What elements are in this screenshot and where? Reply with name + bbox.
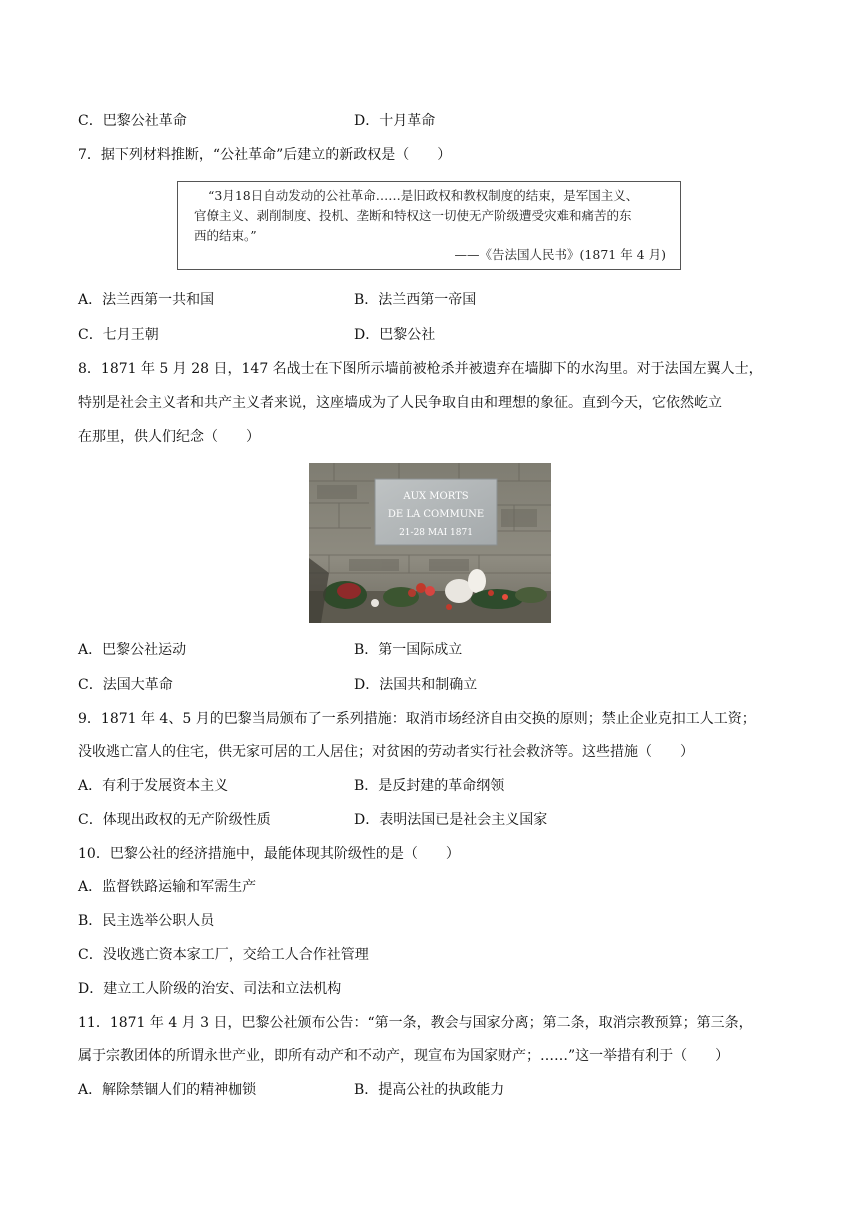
q7-stem: 7．据下列材料推断，“公社革命”后建立的新政权是（ ） [78,147,452,163]
q11-stem-line: 11．1871 年 4 月 3 日，巴黎公社颁布公告：“第一条，教会与国家分离；第二条，取消宗教预算；第三条， [78,1015,753,1031]
q9-option-a: A．有利于发展资本主义 [78,778,229,794]
plaque-text-line-1: AUX MORTS [403,491,469,502]
q6-option-c: C．巴黎公社革命 [78,113,187,129]
plaque-text-line-2: DE LA COMMUNE [387,509,485,520]
plaque-text-line-3: 21-28 MAI 1871 [399,528,473,538]
q7-quote-source: ——《告法国人民书》(1871 年 4 月) [454,247,666,262]
q9-option-b: B．是反封建的革命纲领 [354,778,505,794]
q11-option-b: B．提高公社的执政能力 [354,1082,505,1098]
q8-option-d: D．法国共和制确立 [354,677,478,693]
q7-quote-line: 官僚主义、剥削制度、投机、垄断和特权这一切使无产阶级遭受灾难和痛苦的东 [194,208,632,223]
q9-stem-line: 9．1871 年 4、5 月的巴黎当局颁布了一系列措施：取消市场经济自由交换的原则；禁止企业克扣工人工资； [78,711,756,727]
q8-stem-line: 8．1871 年 5 月 28 日，147 名战士在下图所示墙前被枪杀并被遗弃在墙脚下的水沟里。对于法国左翼人士， [78,361,763,377]
q6-option-d: D．十月革命 [354,113,436,129]
q7-option-b: B．法兰西第一帝国 [354,292,477,308]
q8-stem-line: 特别是社会主义者和共产主义者来说，这座墙成为了人民争取自由和理想的象征。直到今天，它依然屹立 [78,395,722,411]
q9-option-d: D．表明法国已是社会主义国家 [354,812,548,828]
q8-option-c: C．法国大革命 [78,677,173,693]
q10-stem: 10．巴黎公社的经济措施中，最能体现其阶级性的是（ ） [78,846,460,862]
q8-option-a: A．巴黎公社运动 [78,642,187,658]
q7-option-c: C．七月王朝 [78,327,159,343]
q10-option-a: A．监督铁路运输和军需生产 [78,879,257,895]
q10-option-b: B．民主选举公职人员 [78,913,215,929]
q7-option-a: A．法兰西第一共和国 [78,292,215,308]
q9-stem-line: 没收逃亡富人的住宅，供无家可居的工人居住；对贫困的劳动者实行社会救济等。这些措施（ ） [78,744,694,760]
q7-quote-line: 西的结束。” [194,228,257,243]
q8-option-b: B．第一国际成立 [354,642,463,658]
q7-option-d: D．巴黎公社 [354,327,436,343]
q10-option-d: D．建立工人阶级的治安、司法和立法机构 [78,981,342,997]
q11-stem-line: 属于宗教团体的所谓永世产业，即所有动产和不动产，现宣布为国家财产；……”这一举措有利于（ ） [78,1048,730,1064]
q7-quote-box [177,181,681,270]
q9-option-c: C．体现出政权的无产阶级性质 [78,812,271,828]
q10-option-c: C．没收逃亡资本家工厂，交给工人合作社管理 [78,947,369,963]
q7-quote-line: “3月18日自动发动的公社革命……是旧政权和教权制度的结束，是军国主义、 [208,188,639,203]
communards-wall-photo [309,463,551,623]
q8-stem-line: 在那里，供人们纪念（ ） [78,429,260,445]
q11-option-a: A．解除禁锢人们的精神枷锁 [78,1082,257,1098]
